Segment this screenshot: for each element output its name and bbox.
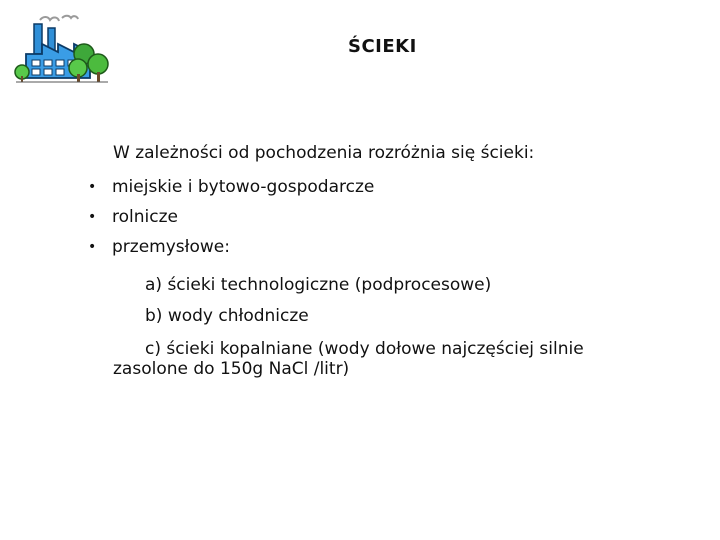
subitem-c-continuation: zasolone do 150g NaCl /litr) [113, 359, 350, 379]
bullet-icon: • [88, 179, 97, 195]
intro-text: W zależności od pochodzenia rozróżnia się ścieki: [113, 143, 535, 163]
bullet-text: miejskie i bytowo-gospodarcze [112, 177, 375, 197]
subitem-a: a) ścieki technologiczne (podprocesowe) [145, 275, 492, 295]
bullet-icon: • [88, 239, 97, 255]
bullet-text: przemysłowe: [112, 237, 230, 257]
page-title: ŚCIEKI [348, 36, 417, 57]
subitem-b: b) wody chłodnicze [145, 306, 309, 326]
subitem-c: c) ścieki kopalniane (wody dołowe najczęściej silnie [145, 339, 584, 359]
bullet-text: rolnicze [112, 207, 178, 227]
bullet-icon: • [88, 209, 97, 225]
factory-with-trees-icon [12, 14, 112, 86]
